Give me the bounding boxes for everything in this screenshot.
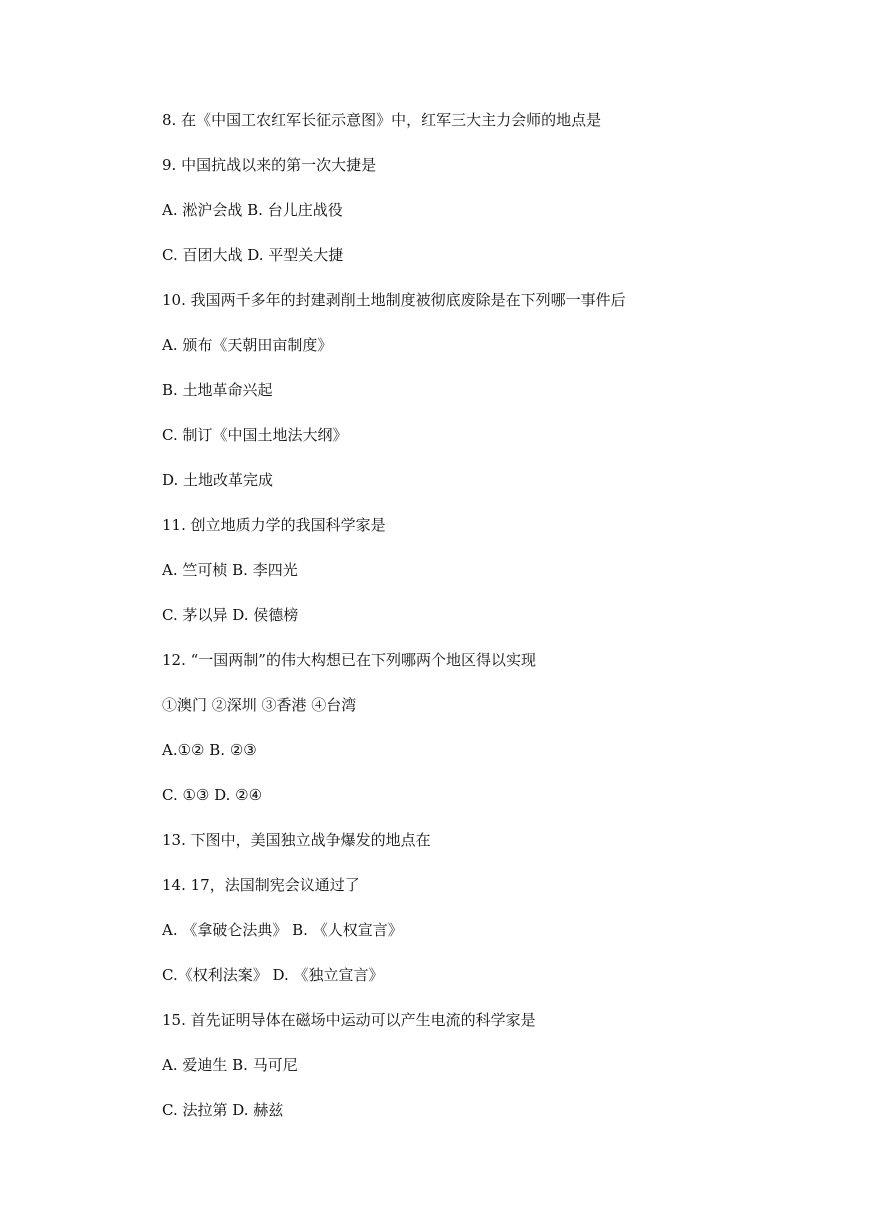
question-9-options-cd: C. 百团大战 D. 平型关大捷 <box>162 246 344 264</box>
question-11-stem: 11. 创立地质力学的我国科学家是 <box>162 516 386 534</box>
question-9-stem: 9. 中国抗战以来的第一次大捷是 <box>162 156 377 174</box>
question-10-stem: 10. 我国两千多年的封建剥削土地制度被彻底废除是在下列哪一事件后 <box>162 291 626 309</box>
question-11-options-ab: A. 竺可桢 B. 李四光 <box>162 561 298 579</box>
question-14-stem: 14. 17，法国制宪会议通过了 <box>162 876 360 894</box>
question-13-stem: 13. 下图中，美国独立战争爆发的地点在 <box>162 831 431 849</box>
question-12-stem: 12. “一国两制”的伟大构想已在下列哪两个地区得以实现 <box>162 651 536 669</box>
question-11-options-cd: C. 茅以异 D. 侯德榜 <box>162 606 299 624</box>
question-15-options-cd: C. 法拉第 D. 赫兹 <box>162 1101 284 1119</box>
question-10-option-b: B. 土地革命兴起 <box>162 381 273 399</box>
question-8-stem: 8. 在《中国工农红军长征示意图》中，红军三大主力会师的地点是 <box>162 111 602 129</box>
question-14-options-ab: A. 《拿破仑法典》 B. 《人权宣言》 <box>162 921 403 939</box>
question-12-choices-list: ①澳门 ②深圳 ③香港 ④台湾 <box>162 696 357 714</box>
question-15-options-ab: A. 爱迪生 B. 马可尼 <box>162 1056 298 1074</box>
question-12-options-cd: C. ①③ D. ②④ <box>162 786 263 804</box>
question-9-options-ab: A. 淞沪会战 B. 台儿庄战役 <box>162 201 343 219</box>
question-10-option-c: C. 制订《中国土地法大纲》 <box>162 426 348 444</box>
question-text-block <box>162 108 822 1143</box>
question-12-options-ab: A.①② B. ②③ <box>162 741 257 759</box>
question-15-stem: 15. 首先证明导体在磁场中运动可以产生电流的科学家是 <box>162 1011 536 1029</box>
question-10-option-a: A. 颁布《天朝田亩制度》 <box>162 336 333 354</box>
question-10-option-d: D. 土地改革完成 <box>162 471 274 489</box>
question-14-options-cd: C.《权利法案》 D. 《独立宣言》 <box>162 966 384 984</box>
